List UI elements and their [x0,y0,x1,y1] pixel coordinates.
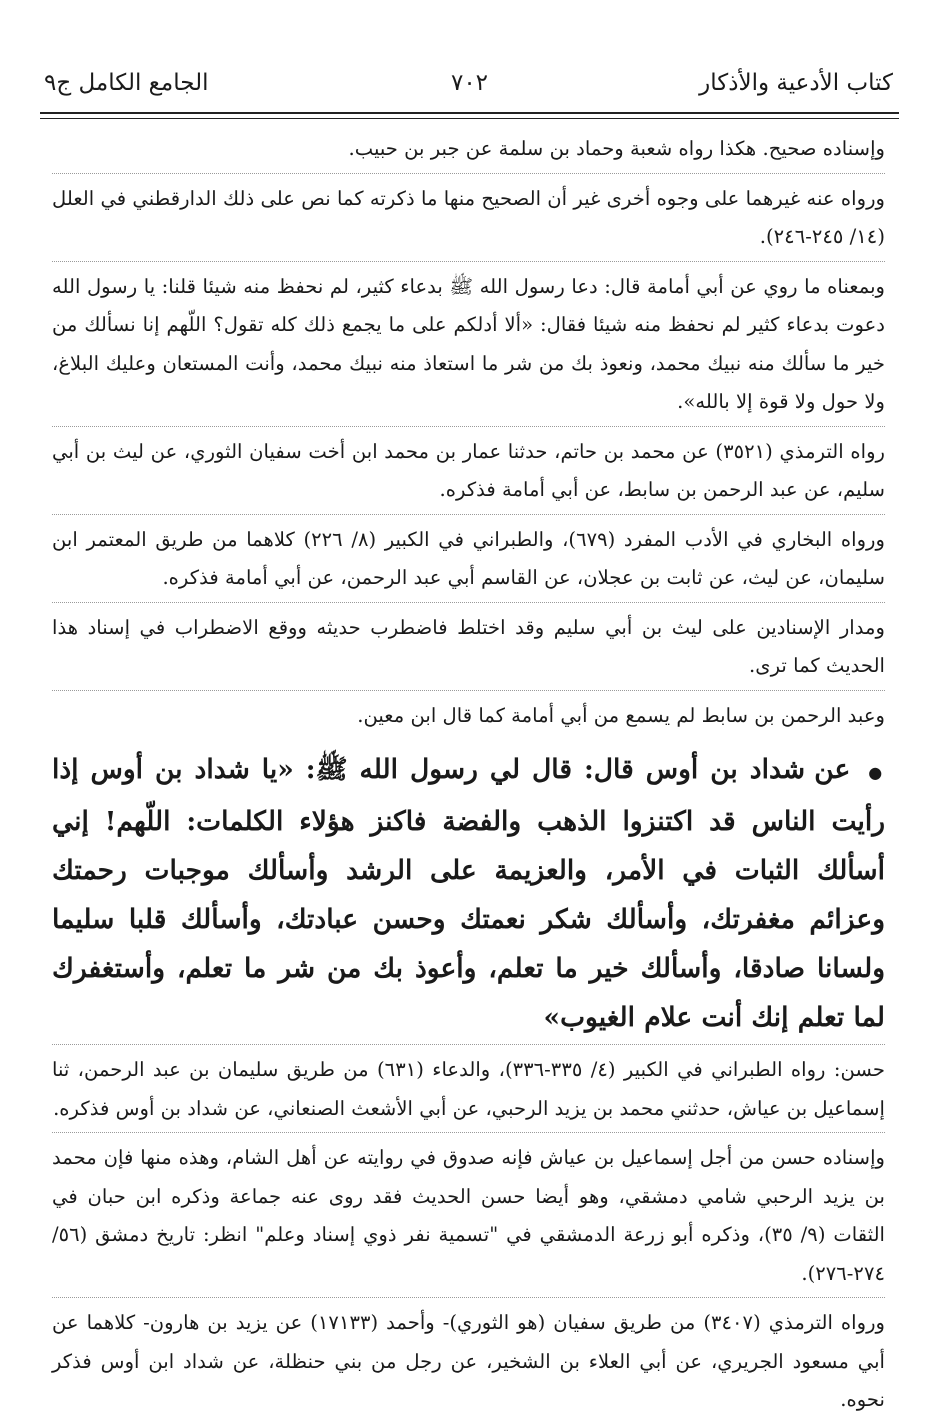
paragraph-abu-umama-hadith: وبمعناه ما روي عن أبي أمامة قال: دعا رسول الله ﷺ بدعاء كثير، لم نحفظ منه شيئا قلنا: يا رسول الله دعوت بدعاء كثير لم نحفظ منه شيئا فقال: «ألا أدلكم على ما يجمع ذلك كله تقول؟ اللّهم إنا نسألك من خير ما سألك منه نبيك محمد، ونعوذ بك من شر ما استعاذ منه نبيك محمد، وأنت المستعان وعليك البلاغ، ولا حول ولا قوة إلا بالله». [52,261,885,426]
paragraph-madar: ومدار الإسنادين على ليث بن أبي سليم وقد اختلط فاضطرب حديثه ووقع الاضطراب في إسناد هذا الحديث كما ترى. [52,602,885,690]
hadith-text: عن شداد بن أوس قال: قال لي رسول الله ﷺ: «يا شداد بن أوس إذا رأيت الناس قد اكتنزوا الذهب والفضة فاكنز هؤلاء الكلمات: اللّهم! إني أسألك الثبات في الأمر، والعزيمة على الرشد وأسألك موجبات رحمتك وعزائم مغفرتك، وأسألك شكر نعمتك وحسن عبادتك، وأسألك قلبا سليما ولسانا صادقا، وأسألك خير ما تعلم، وأعوذ بك من شر ما تعلم، وأستغفرك لما تعلم إنك أنت علام الغيوب» [52,754,885,1033]
paragraph-bukhari: ورواه البخاري في الأدب المفرد (٦٧٩)، والطبراني في الكبير (٨/ ٢٢٦) كلاهما من طريق المعتمر ابن سليمان، عن ليث، عن ثابت بن عجلان، عن القاسم أبي عبد الرحمن، عن أبي أمامة فذكره. [52,514,885,602]
footnote-tirmidhi-ahmad: ورواه الترمذي (٣٤٠٧) من طريق سفيان (هو الثوري)- وأحمد (١٧١٣٣) عن يزيد بن هارون- كلاهما عن أبي مسعود الجريري، عن أبي العلاء بن الشخير، عن رجل من بني حنظلة، عن شداد ابن أوس فذكر نحوه. [52,1297,885,1424]
page-body [52,124,885,1424]
footnote-hasan: حسن: رواه الطبراني في الكبير (٤/ ٣٣٥-٣٣٦)، والدعاء (٦٣١) من طريق سليمان بن عبد الرحمن، ثنا إسماعيل بن عياش، حدثني محمد بن يزيد الرحبي، عن أبي الأشعث الصنعاني، عن شداد بن أوس فذكره. [52,1044,885,1132]
paragraph-ibn-sabit: وعبد الرحمن بن سابط لم يسمع من أبي أمامة كما قال ابن معين. [52,690,885,740]
paragraph-isnad-sahih: وإسناده صحيح. هكذا رواه شعبة وحماد بن سلمة عن جبر بن حبيب. [348,137,885,160]
series-title: الجامع الكامل ج٩ [44,70,209,96]
bullet-icon: ● [868,763,885,782]
footnote-isnad-hasan: وإسناده حسن من أجل إسماعيل بن عياش فإنه صدوق في روايته عن أهل الشام، وهذه منها فإن محمد بن يزيد الرحبي شامي دمشقي، وهو أيضا حسن الحديث فقد روى عنه جماعة وذكره ابن حبان في الثقات (٩/ ٣٥)، وذكره أبو زرعة الدمشقي في "تسمية نفر ذوي إسناد وعلم" انظر: تاريخ دمشق (٥٦/ ٢٧٤-٢٧٦). [52,1132,885,1297]
book-title: كتاب الأدعية والأذكار [699,70,893,96]
page-number: ٧٠٢ [450,70,489,96]
paragraph-daraqutni: ورواه عنه غيرهما على وجوه أخرى غير أن الصحيح منها ما ذكرته كما نص على ذلك الدارقطني في العلل (١٤/ ٢٤٥-٢٤٦). [52,173,885,261]
page-header [40,60,899,108]
header-rule [40,112,899,119]
paragraph-tirmidhi: رواه الترمذي (٣٥٢١) عن محمد بن حاتم، حدثنا عمار بن محمد ابن أخت سفيان الثوري، عن ليث بن أبي سليم، عن عبد الرحمن بن سابط، عن أبي أمامة فذكره. [52,426,885,514]
hadith-shaddad [52,739,885,1044]
